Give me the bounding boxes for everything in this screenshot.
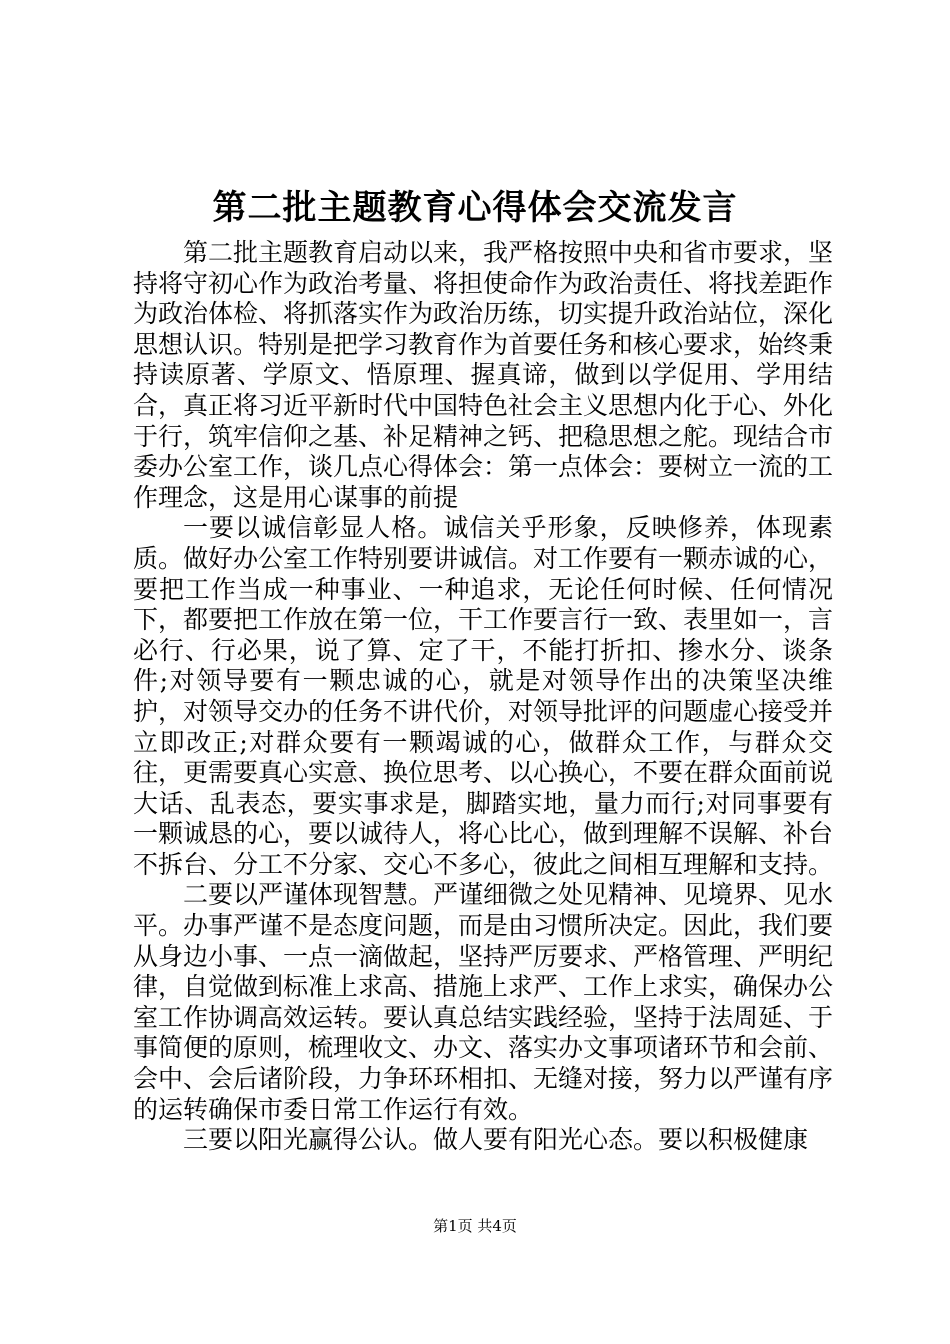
paragraph-integrity: 一要以诚信彰显人格。诚信关乎形象，反映修养，体现素质。做好办公室工作特别要讲诚信。对工作要有一颗赤诚的心，要把工作当成一种事业、一种追求，无论任何时候、任何情况下，都要把工作放在第一位，干工作要言行一致、表里如一，言必行、行必果，说了算、定了干，不能打折扣、掺水分、谈条件;对领导要有一颗忠诚的心，就是对领导作出的决策坚决维护，对领导交办的任务不讲代价，对领导批评的问题虚心接受并立即改正;对群众要有一颗竭诚的心，做群众工作，与群众交往，更需要真心实意、换位思考、以心换心，不要在群众面前说大话、乱表态，要实事求是，脚踏实地，量力而行;对同事要有一颗诚恳的心，要以诚待人，将心比心，做到理解不误解、补台不拆台、分工不分家、交心不多心，彼此之间相互理解和支持。 (133, 513, 834, 879)
document-body (133, 238, 833, 1156)
paragraph-rigor: 二要以严谨体现智慧。严谨细微之处见精神、见境界、见水平。办事严谨不是态度问题，而是由习惯所决定。因此，我们要从身边小事、一点一滴做起，坚持严厉要求、严格管理、严明纪律，自觉做到标准上求高、措施上求严、工作上求实，确保办公室工作协调高效运转。要认真总结实践经验，坚持于法周延、于事简便的原则，梳理收文、办文、落实办文事项诸环节和会前、会中、会后诸阶段，力争环环相扣、无缝对接，努力以严谨有序的运转确保市委日常工作运行有效。 (133, 880, 834, 1124)
paragraph-sunshine: 三要以阳光赢得公认。做人要有阳光心态。要以积极健康 (183, 1125, 809, 1155)
document-title: 第二批主题教育心得体会交流发言 (212, 188, 738, 228)
page-footer (0, 1216, 950, 1236)
paragraph-intro: 第二批主题教育启动以来，我严格按照中央和省市要求，坚持将守初心作为政治考量、将担使命作为政治责任、将找差距作为政治体检、将抓落实作为政治历练，切实提升政治站位，深化思想认识。特别是把学习教育作为首要任务和核心要求，始终秉持读原著、学原文、悟原理、握真谛，做到以学促用、学用结合，真正将习近平新时代中国特色社会主义思想内化于心、外化于行，筑牢信仰之基、补足精神之钙、把稳思想之舵。现结合市委办公室工作，谈几点心得体会：第一点体会：要树立一流的工作理念，这是用心谋事的前提 (133, 238, 834, 512)
page-indicator: 第1页 共4页 (433, 1217, 517, 1235)
